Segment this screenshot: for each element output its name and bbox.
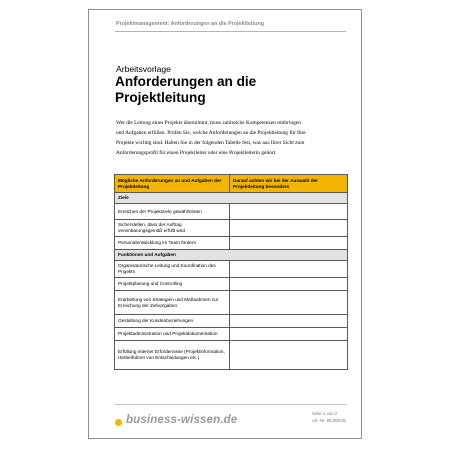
answer-cell[interactable] (230, 278, 348, 291)
document-kicker: Arbeitsvorlage (116, 64, 171, 74)
answer-cell[interactable] (230, 315, 348, 328)
column-header-requirements: Mögliche Anforderungen an und Aufgaben der Projektleitung (115, 175, 230, 193)
requirement-cell: Sicherstellen, dass der Auftrag vereinbarungsgemäß erfüllt wird (115, 220, 230, 237)
page-number: Seite 1 von 2 (312, 411, 338, 416)
logo-dot-icon (115, 419, 122, 426)
answer-cell[interactable] (230, 237, 348, 250)
brand-logo: business-wissen.de (126, 413, 238, 426)
article-number: Art.-Nr. 96.089.00 (312, 417, 346, 423)
requirement-cell: Projektadministration und Projektdokumentation (115, 328, 230, 341)
section-row-funktionen (115, 250, 348, 261)
table-row (115, 315, 348, 328)
column-header-priorities: Darauf achten wir bei der Auswahl der Projektleitung besonders (230, 175, 348, 193)
requirement-cell: Projektplanung und Controlling (115, 278, 230, 291)
table-row (115, 291, 348, 315)
footer-meta (312, 411, 346, 424)
answer-cell[interactable] (230, 261, 348, 278)
section-row-ziele (115, 193, 348, 204)
table-row (115, 237, 348, 250)
section-label: Ziele (115, 193, 348, 204)
answer-cell[interactable] (230, 328, 348, 341)
table-row (115, 328, 348, 341)
footer-divider (115, 404, 347, 405)
requirement-cell: Personalentwicklung im Team fördern (115, 237, 230, 250)
table-row (115, 261, 348, 278)
table-row (115, 341, 348, 370)
running-header: Projektmanagement: Anforderungen an die Projektleitung (116, 21, 265, 27)
requirement-cell: Organisatorische Leitung und Koordination des Projekts (115, 261, 230, 278)
table-header-row (115, 175, 348, 193)
table-row (115, 204, 348, 220)
answer-cell[interactable] (230, 204, 348, 220)
table-row (115, 220, 348, 237)
requirement-cell: Erarbeitung von Strategien und Maßnahmen zur Erreichung der Zielvorgaben (115, 291, 230, 315)
table-row (115, 278, 348, 291)
answer-cell[interactable] (230, 220, 348, 237)
requirement-cell: Gestaltung der Kundenbeziehungen (115, 315, 230, 328)
answer-cell[interactable] (230, 341, 348, 370)
intro-paragraph: Wer die Leitung eines Projekts übernimmt, muss zahlreiche Kompetenzen mitbringen und Aufgaben erfüllen. Prüfen Sie, welche Anforderungen an die Projektleitung für Ihre Projekte wichtig sind. Halten Sie in der folgenden Tabelle fest, was aus Ihrer Sicht zum Anforderungsprofil für einen Projektleiter oder eine Projektleiterin gehört. (116, 120, 306, 156)
section-label: Funktionen und Aufgaben (115, 250, 348, 261)
requirement-cell: Erreichen der Projektziele gewährleisten (115, 204, 230, 220)
requirement-cell: Erfüllung interner Erfordernisse (Projektinformation, Herbeiführen von Entscheidungen etc.) (115, 341, 230, 370)
answer-cell[interactable] (230, 291, 348, 315)
requirements-table (114, 174, 348, 370)
document-title: Anforderungen an die Projektleitung (115, 74, 257, 105)
header-divider (115, 31, 346, 32)
